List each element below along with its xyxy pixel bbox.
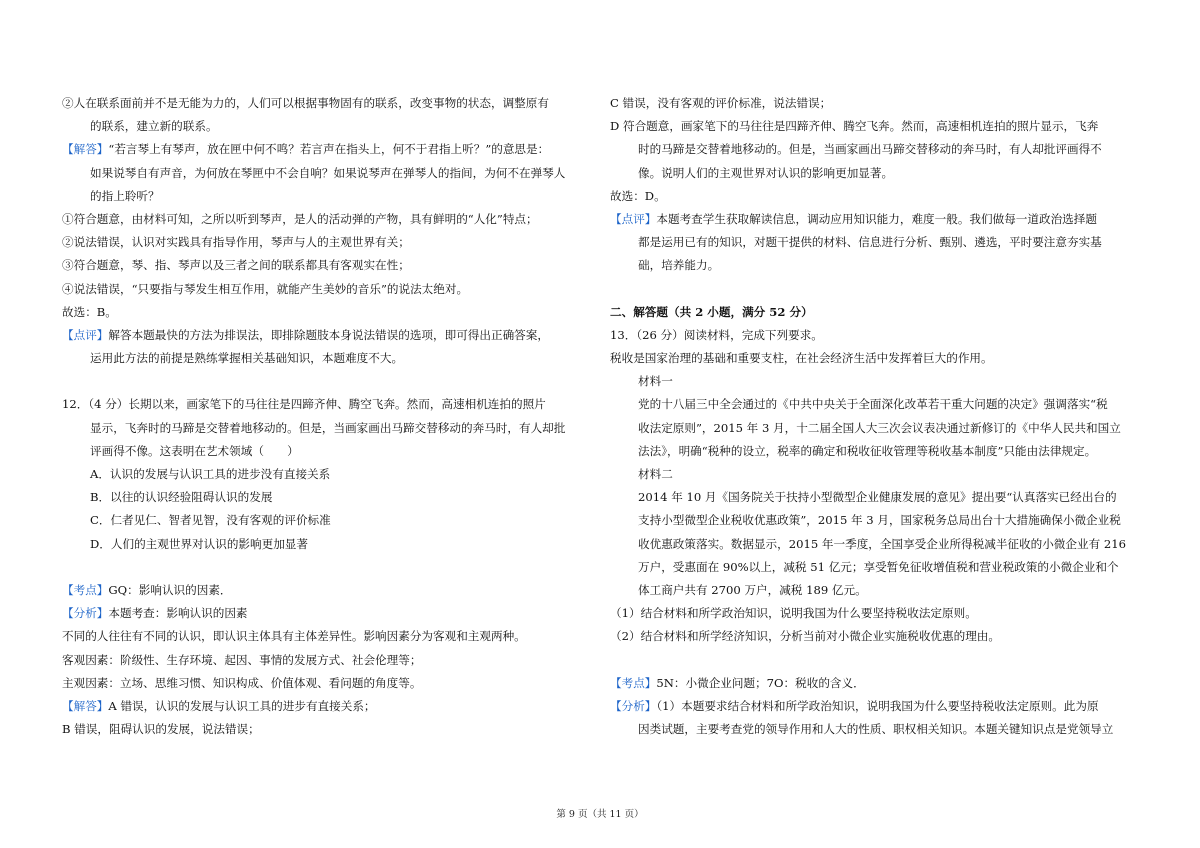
line-text: 都是运用已有的知识，对题干提供的材料、信息进行分析、甄别、遴选，平时要注意夯实基	[638, 235, 1102, 250]
line-text: 运用此方法的前提是熟练掌握相关基础知识，本题难度不大。	[90, 351, 404, 366]
text-line	[62, 231, 592, 254]
blank-line	[62, 556, 592, 579]
text-line	[610, 370, 1142, 393]
text-line	[62, 393, 592, 416]
section-line	[62, 579, 592, 602]
section-tag: 【点评】	[610, 211, 657, 226]
text-line	[62, 162, 592, 185]
line-text: B 错误，阻碍认识的发展，说法错误；	[62, 722, 260, 737]
text-line	[62, 278, 592, 301]
line-text: 时的马蹄是交替着地移动的。但是，当画家画出马蹄交替移动的奔马时，有人却批评画得不	[638, 142, 1102, 157]
line-text: 2014 年 10 月《国务院关于扶持小型微型企业健康发展的意见》提出要“认真落实已经出台的	[638, 490, 1117, 505]
section-line	[62, 138, 592, 161]
section-tag: 【考点】	[62, 582, 109, 597]
line-text: 党的十八届三中全会通过的《中共中央关于全面深化改革若干重大问题的决定》强调落实“税	[638, 397, 1108, 412]
blank-line	[62, 370, 592, 393]
line-text: C 错误，没有客观的评价标准，说法错误；	[610, 96, 832, 110]
section-line	[62, 602, 592, 625]
line-text: 收法定原则”，2015 年 3 月，十二届全国人大三次会议表决通过新修订的《中华人民共和国立	[638, 420, 1121, 435]
text-line	[610, 301, 1142, 324]
text-line	[610, 509, 1142, 532]
line-text: ④说法错误，“只要指与琴发生相互作用，就能产生美妙的音乐”的说法太绝对。	[62, 281, 469, 296]
line-text: ①符合题意，由材料可知，之所以听到琴声，是人的活动弹的产物，具有鲜明的“人化”特点；	[62, 211, 538, 226]
text-line	[610, 625, 1142, 648]
line-text: 故选：B。	[62, 304, 117, 319]
line-text: ③符合题意，琴、指、琴声以及三者之间的联系都具有客观实在性；	[62, 258, 410, 273]
line-text: 解答本题最快的方法为排误法，即排除题肢本身说法错误的选项，即可得出正确答案，	[108, 327, 549, 342]
text-line	[62, 509, 592, 532]
text-line	[610, 347, 1142, 370]
text-line	[62, 718, 592, 741]
text-line	[62, 254, 592, 277]
text-line	[62, 486, 592, 509]
line-text: （2）结合材料和所学经济知识，分析当前对小微企业实施税收优惠的理由。	[610, 629, 1000, 644]
text-line	[62, 115, 592, 138]
section-line	[62, 324, 592, 347]
line-text: 法法》，明确“税种的设立，税率的确定和税收征收管理等税收基本制度”只能由法律规定。	[638, 443, 1097, 458]
section-tag: 【解答】	[62, 698, 109, 713]
blank-line	[610, 649, 1142, 672]
line-text: GQ：影响认识的因素．	[108, 582, 232, 597]
text-line	[62, 208, 592, 231]
text-line	[62, 672, 592, 695]
line-text: C．仁者见仁、智者见智，没有客观的评价标准	[90, 513, 331, 528]
line-text: 故选：D。	[610, 188, 666, 203]
text-line	[610, 533, 1142, 556]
line-text: 不同的人往往有不同的认识，即认识主体具有主体差异性。影响因素分为客观和主观两种。	[62, 629, 526, 644]
line-text: A．认识的发展与认识工具的进步没有直接关系	[90, 467, 331, 481]
line-text: 础，培养能力。	[638, 258, 720, 273]
line-text: 13．（26 分）阅读材料，完成下列要求。	[610, 327, 823, 342]
text-line	[62, 463, 592, 486]
text-line	[62, 185, 592, 208]
text-line	[62, 625, 592, 648]
line-text: 12．（4 分）长期以来，画家笔下的马往往是四蹄齐伸、腾空飞奔。然而，高速相机连拍的照片	[62, 397, 546, 412]
line-text: 税收是国家治理的基础和重要支柱，在社会经济生活中发挥着巨大的作用。	[610, 351, 993, 366]
line-text: 客观因素：阶级性、生存环境、起因、事情的发展方式、社会伦理等；	[62, 652, 422, 667]
text-line	[610, 440, 1142, 463]
section-tag: 【点评】	[62, 327, 109, 342]
blank-line	[610, 278, 1142, 301]
text-line	[610, 417, 1142, 440]
line-text: 材料二	[638, 467, 673, 481]
text-line	[610, 324, 1142, 347]
text-line	[610, 185, 1142, 208]
text-line	[62, 440, 592, 463]
page-footer: 第 9 页（共 11 页）	[556, 809, 644, 820]
text-line	[62, 301, 592, 324]
line-text: 显示，飞奔时的马蹄是交替着地移动的。但是，当画家画出马蹄交替移动的奔马时，有人却批	[90, 420, 566, 435]
line-text: 支持小型微型企业税收优惠政策”，2015 年 3 月，国家税务总局出台十大措施确保小微企业税	[638, 513, 1121, 528]
text-line	[62, 649, 592, 672]
text-line	[610, 486, 1142, 509]
text-line	[610, 556, 1142, 579]
line-text: D．人们的主观世界对认识的影响更加显著	[90, 536, 308, 551]
text-line	[610, 579, 1142, 602]
section-tag: 【分析】	[62, 606, 109, 621]
line-text: 收优惠政策落实。数据显示，2015 年一季度，全国享受企业所得税减半征收的小微企业有 216	[638, 536, 1126, 551]
text-line	[610, 254, 1142, 277]
line-text: 因类试题，主要考查党的领导作用和人大的性质、职权相关知识。本题关键知识点是党领导立	[638, 722, 1114, 737]
text-line	[610, 463, 1142, 486]
section-line	[610, 208, 1142, 231]
text-line	[62, 92, 592, 115]
text-line	[62, 417, 592, 440]
line-text: （1）结合材料和所学政治知识，说明我国为什么要坚持税收法定原则。	[610, 606, 977, 621]
text-line	[62, 533, 592, 556]
line-text: 的联系，建立新的联系。	[90, 119, 218, 134]
line-text: 万户，受惠面在 90%以上，减税 51 亿元；享受暂免征收增值税和营业税政策的小微企业和个	[638, 559, 1119, 574]
section-line	[610, 672, 1142, 695]
line-text: A 错误，认识的发展与认识工具的进步有直接关系；	[108, 698, 376, 713]
line-text: 本题考查：影响认识的因素	[108, 606, 248, 621]
line-text: B．以往的认识经验阻碍认识的发展	[90, 490, 273, 505]
line-text: 评画得不像。这表明在艺术领域（ ）	[90, 443, 299, 458]
line-text: 材料一	[638, 374, 673, 389]
text-line	[610, 231, 1142, 254]
section-tag: 【解答】	[62, 142, 109, 157]
left-column	[62, 92, 592, 741]
line-text: 5N：小微企业问题；7O：税收的含义．	[656, 675, 865, 690]
text-line	[610, 718, 1142, 741]
line-text: D 符合题意，画家笔下的马往往是四蹄齐伸、腾空飞奔。然而，高速相机连拍的照片显示，飞奔	[610, 119, 1099, 134]
text-line	[610, 115, 1142, 138]
section-tag: 【考点】	[610, 675, 657, 690]
line-text: 本题考查学生获取解读信息，调动应用知识能力，难度一般。我们做每一道政治选择题	[656, 211, 1097, 226]
text-line	[610, 138, 1142, 161]
text-line	[62, 347, 592, 370]
section-line	[62, 695, 592, 718]
section-line	[610, 695, 1142, 718]
line-text: ②人在联系面前并不是无能为力的，人们可以根据事物固有的联系，改变事物的状态，调整原有	[62, 96, 549, 110]
line-text: （1）本题要求结合材料和所学政治知识，说明我国为什么要坚持税收法定原则。此为原	[656, 698, 1099, 713]
line-text: 像。说明人们的主观世界对认识的影响更加显著。	[638, 165, 894, 180]
section-tag: 【分析】	[610, 698, 657, 713]
line-text: 体工商户共有 2700 万户，减税 189 亿元。	[638, 582, 867, 597]
line-text: 的指上聆听？	[90, 188, 160, 203]
line-text: 二、解答题（共 2 小题，满分 52 分）	[610, 304, 813, 319]
line-text: ②说法错误，认识对实践具有指导作用，琴声与人的主观世界有关；	[62, 235, 410, 250]
text-line	[610, 162, 1142, 185]
line-text: “若言琴上有琴声，放在匣中何不鸣？若言声在指头上，何不于君指上听？”的意思是：	[108, 142, 550, 157]
right-column	[610, 92, 1142, 741]
text-line	[610, 393, 1142, 416]
text-line	[610, 92, 1142, 115]
line-text: 主观因素：立场、思维习惯、知识构成、价值体观、看问题的角度等。	[62, 675, 422, 690]
text-line	[610, 602, 1142, 625]
line-text: 如果说琴自有声音，为何放在琴匣中不会自响？如果说琴声在弹琴人的指间，为何不在弹琴人	[90, 165, 566, 180]
